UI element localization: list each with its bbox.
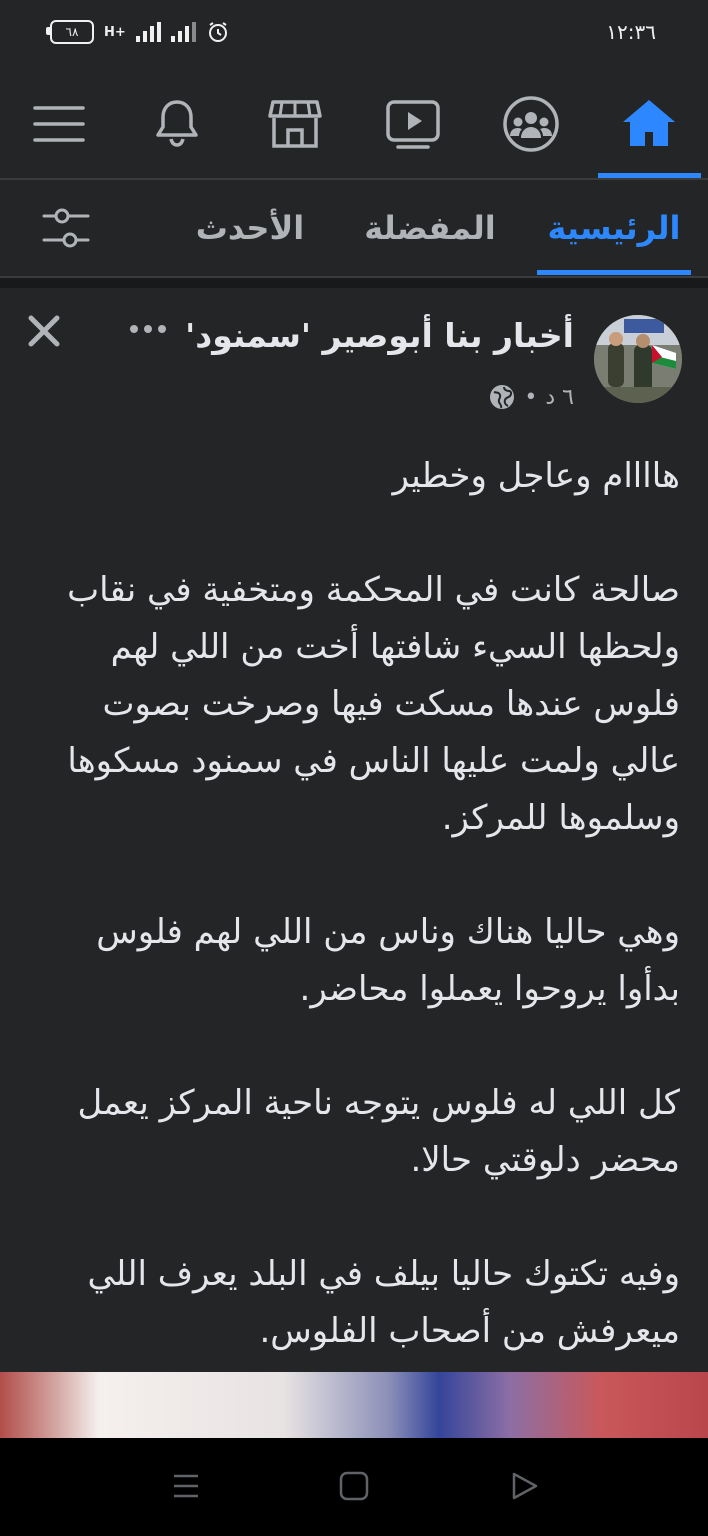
network-type: H+ <box>104 24 126 40</box>
nav-groups[interactable] <box>472 70 590 178</box>
recent-apps-icon[interactable] <box>168 1468 204 1504</box>
feed-separator <box>0 278 708 288</box>
groups-icon <box>501 94 561 154</box>
nav-notifications[interactable] <box>118 70 236 178</box>
post-body <box>30 448 680 1417</box>
system-navigation-bar <box>0 1438 708 1536</box>
nav-menu[interactable] <box>0 70 118 178</box>
post-author[interactable]: أخبار بنا أبوصير 'سمنود' <box>185 316 574 355</box>
tab-favorites[interactable]: المفضلة <box>364 209 496 247</box>
status-bar <box>0 0 708 70</box>
signal-icon-2 <box>171 22 196 42</box>
meta-separator: • <box>524 384 538 410</box>
top-navigation <box>0 70 708 180</box>
close-icon[interactable] <box>25 312 63 350</box>
nav-home[interactable] <box>590 70 708 178</box>
post-paragraph: كل اللي له فلوس يتوجه ناحية المركز يعمل محضر دلوقتي حالا. <box>77 1083 680 1180</box>
tab-recent[interactable]: الأحدث <box>195 209 305 247</box>
status-indicators <box>50 20 230 44</box>
battery-level: ٦٨ <box>65 25 79 39</box>
post-meta <box>488 383 574 411</box>
filter-icon[interactable] <box>40 202 92 254</box>
globe-icon <box>488 383 516 411</box>
marketplace-icon <box>265 94 325 154</box>
post-paragraph: صالحة كانت في المحكمة ومتخفية في نقاب ولحظها السيء شافتها أخت من اللي لهم فلوس عندها مسكت فيها وصرخت بصوت عالي ولمت عليها الناس في سمنود مسكوها وسلموها للمركز. <box>67 570 680 838</box>
post-paragraph: هاااام وعاجل وخطير <box>392 456 680 496</box>
nav-active-indicator <box>598 173 701 178</box>
post-paragraph: وهي حاليا هناك وناس من اللي لهم فلوس بدأوا يروحوا يعملوا محاضر. <box>96 912 680 1009</box>
nav-marketplace[interactable] <box>236 70 354 178</box>
menu-icon <box>29 94 89 154</box>
avatar-image <box>594 315 682 403</box>
alarm-icon <box>206 20 230 44</box>
clock: ١٢:٣٦ <box>606 20 656 44</box>
tab-home[interactable]: الرئيسية <box>547 209 681 247</box>
watch-icon <box>383 94 443 154</box>
battery-icon <box>50 20 94 44</box>
post-time[interactable]: ٦ د <box>545 384 574 410</box>
post-paragraph: وفيه تكتوك حاليا بيلف في البلد يعرف اللي ميعرفش من أصحاب الفلوس. <box>87 1254 680 1351</box>
home-button-icon[interactable] <box>336 1468 372 1504</box>
nav-watch[interactable] <box>354 70 472 178</box>
back-icon[interactable] <box>506 1468 542 1504</box>
avatar[interactable] <box>594 315 682 403</box>
feed-tabs <box>0 180 708 278</box>
post-image[interactable] <box>0 1372 708 1438</box>
tab-active-indicator <box>537 270 691 275</box>
home-icon <box>619 94 679 154</box>
feed-post <box>0 288 708 1438</box>
more-options-icon[interactable] <box>128 314 168 344</box>
bell-icon <box>147 94 207 154</box>
signal-icon <box>136 22 161 42</box>
